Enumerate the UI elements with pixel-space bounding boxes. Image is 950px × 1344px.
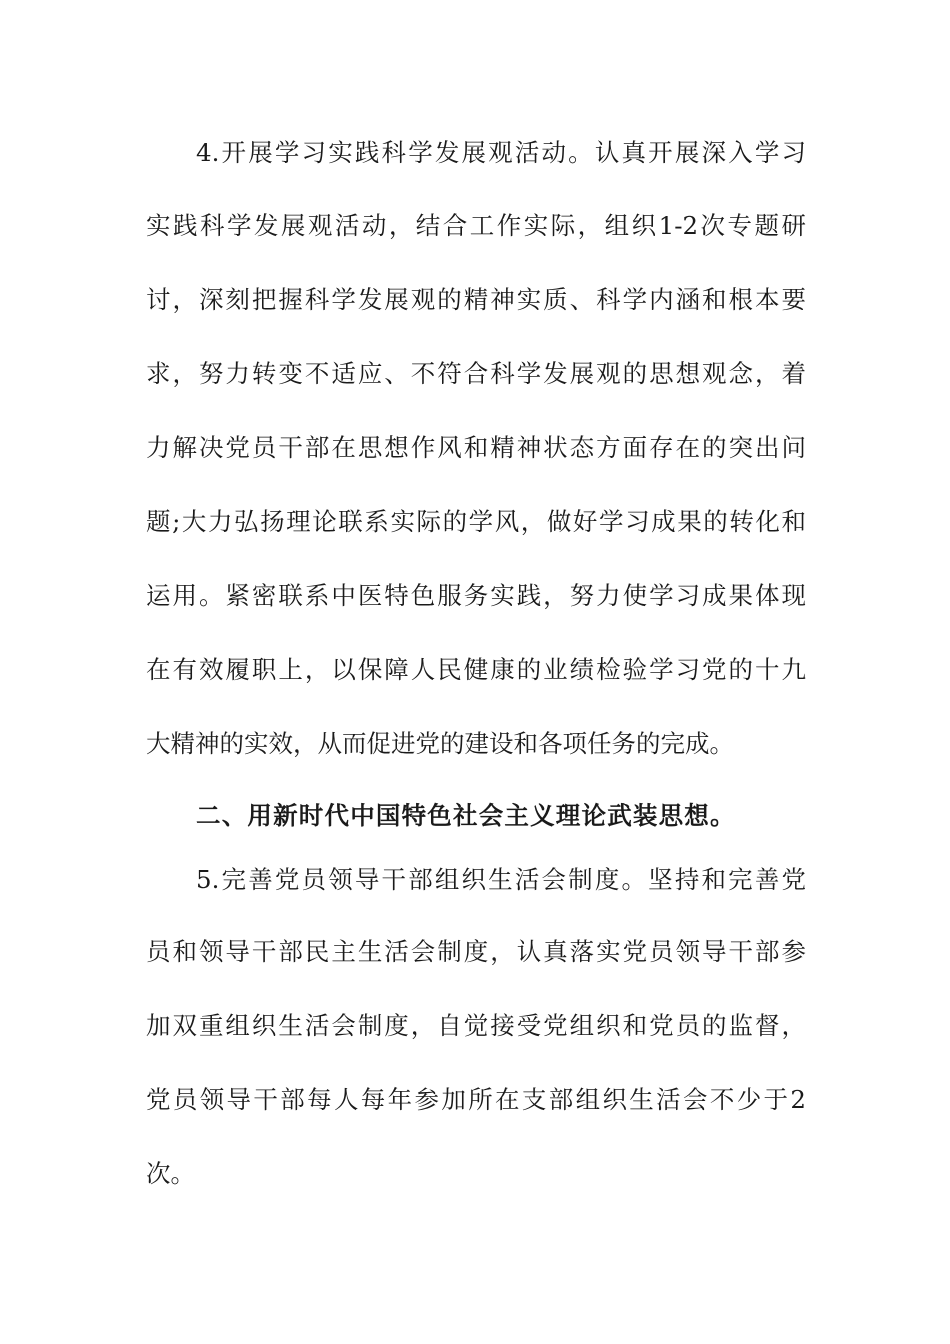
paragraph-4-line-6: 题;大力弘扬理论联系实际的学风，做好学习成果的转化和	[146, 507, 806, 536]
section-heading: 二、用新时代中国特色社会主义理论武装思想。	[196, 801, 736, 830]
paragraph-5-line-2: 员和领导干部民主生活会制度，认真落实党员领导干部参	[146, 937, 806, 966]
paragraph-4-line-8: 在有效履职上，以保障人民健康的业绩检验学习党的十九	[146, 655, 806, 684]
paragraph-5-line-5: 次。	[146, 1159, 195, 1188]
paragraph-4-line-7: 运用。紧密联系中医特色服务实践，努力使学习成果体现	[146, 581, 806, 610]
paragraph-4-line-3: 讨，深刻把握科学发展观的精神实质、科学内涵和根本要	[146, 285, 806, 314]
paragraph-4-line-9: 大精神的实效，从而促进党的建设和各项任务的完成。	[146, 729, 734, 758]
paragraph-4-line-5: 力解决党员干部在思想作风和精神状态方面存在的突出问	[146, 433, 806, 462]
paragraph-4-line-2: 实践科学发展观活动，结合工作实际，组织1-2次专题研	[146, 211, 806, 240]
paragraph-4-line-1: 4.开展学习实践科学发展观活动。认真开展深入学习	[196, 138, 806, 167]
paragraph-5-line-3: 加双重组织生活会制度，自觉接受党组织和党员的监督，	[146, 1011, 806, 1040]
paragraph-5-line-1: 5.完善党员领导干部组织生活会制度。坚持和完善党	[196, 865, 806, 894]
paragraph-4-line-4: 求，努力转变不适应、不符合科学发展观的思想观念，着	[146, 359, 806, 388]
paragraph-5-line-4: 党员领导干部每人每年参加所在支部组织生活会不少于2	[146, 1085, 806, 1114]
